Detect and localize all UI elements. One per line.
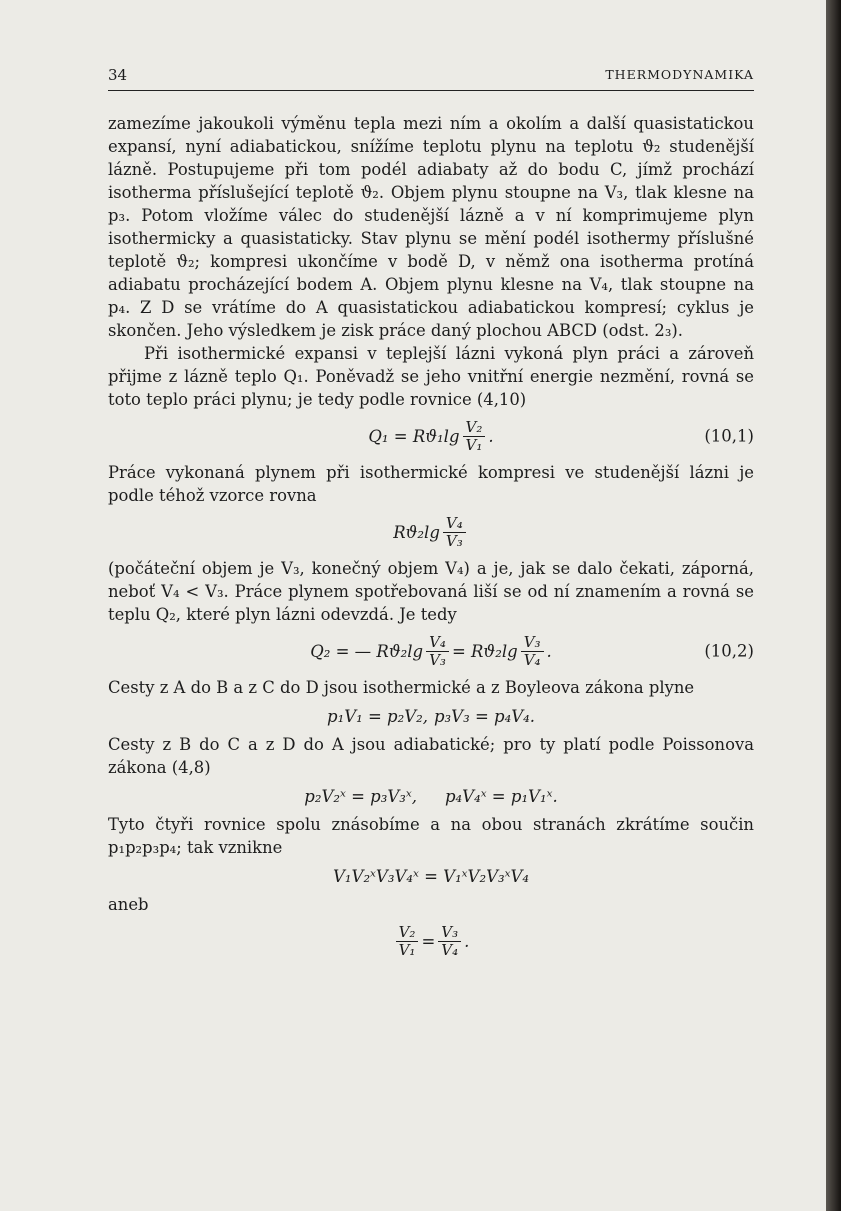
paragraph: (počáteční objem je V₃, konečný objem V₄) a je, jak se dalo čekati, záporná, neboť V₄ < V₃. Práce plynem spotřebovaná liší se od ní znamením a rovná se teplu Q₂, které plyn lázni odevzdá. Je tedy — [108, 559, 754, 624]
book-spine-edge — [826, 0, 841, 1211]
numerator: V₄ — [443, 515, 466, 533]
equation-text: p₁V₁ = p₂V₂, — [327, 706, 428, 726]
equation-text: = — [421, 931, 436, 951]
numerator: V₄ — [426, 634, 449, 652]
equation-10-1 — [108, 411, 754, 461]
equation-text: = Rϑ₂lg — [451, 641, 518, 661]
equation-text: . — [546, 641, 552, 661]
paragraph: Cesty z B do C a z D do A jsou adiabatické; pro ty platí podle Poissonova zákona (4,8) — [108, 735, 754, 777]
fraction — [463, 419, 486, 454]
equation-text: p₃V₃ = p₄V₄. — [434, 706, 535, 726]
page-body — [108, 112, 754, 966]
denominator: V₃ — [445, 531, 463, 550]
denominator: V₁ — [465, 435, 483, 454]
equation-text: . — [464, 931, 470, 951]
equation-text: Q₂ = — Rϑ₂lg — [310, 641, 424, 661]
equation-text: V₁V₂ˣV₃V₄ˣ = V₁ˣV₂V₃ˣV₄ — [333, 866, 529, 886]
aneb-label: aneb — [108, 895, 149, 914]
numerator: V₃ — [521, 634, 544, 652]
denominator: V₁ — [398, 940, 416, 959]
equation-text: p₂V₂ˣ = p₃V₃ˣ, — [304, 786, 417, 806]
equation-number: (10,1) — [704, 426, 754, 446]
running-header — [108, 64, 754, 91]
page-number: 34 — [108, 66, 128, 84]
numerator: V₂ — [396, 924, 419, 942]
equation-poisson — [108, 779, 754, 813]
equation-ratio — [108, 916, 754, 966]
fraction — [426, 634, 449, 669]
denominator: V₄ — [441, 940, 459, 959]
paragraph: Při isothermické expansi v teplejší lázni vykoná plyn práci a zároveň přijme z lázně teplo Q₁. Poněvadž se jeho vnitřní energie nezmění, rovná se toto teplo práci plynu; je tedy podle rovnice (4,10) — [108, 344, 754, 409]
equation-number: (10,2) — [704, 641, 754, 661]
equation-work — [108, 507, 754, 557]
fraction — [521, 634, 544, 669]
numerator: V₃ — [438, 924, 461, 942]
fraction — [396, 924, 419, 959]
fraction — [438, 924, 461, 959]
paragraph: Práce vykonaná plynem při isothermické kompresi ve studenější lázni je podle téhož vzorce rovna — [108, 463, 754, 505]
denominator: V₃ — [429, 650, 446, 669]
equation-text: Rϑ₂lg — [393, 522, 440, 542]
equation-boyle — [108, 699, 754, 733]
numerator: V₂ — [463, 419, 486, 437]
paragraph: Cesty z A do B a z C do D jsou isothermické a z Boyleova zákona plyne — [108, 678, 695, 697]
equation-text: p₄V₄ˣ = p₁V₁ˣ. — [445, 786, 558, 806]
paragraph: zamezíme jakoukoli výměnu tepla mezi ním a okolím a další quasistatickou expansí, nyní adiabatickou, snížíme teplotu plynu na teplotu ϑ₂ studenější lázně. Postupujeme při tom podél adiabaty až do bodu C, jímž prochází isotherma příslušející teplotě ϑ₂. Objem plynu stoupne na V₃, tlak klesne na p₃. Potom vložíme válec do studenější lázně a v ní komprimujeme plyn isothermicky a quasistaticky. Stav plynu se mění podél isothermy příslušné teplotě ϑ₂; kompresi ukončíme v bodě D, v němž ona isotherma protíná adiabatu procházející bodem A. Objem plynu klesne na V₄, tlak stoupne na p₄. Z D se vrátíme do A quasistatickou adiabatickou kompresí; cyklus je skončen. Jeho výsledkem je zisk práce daný plochou ABCD (odst. 2₃). — [108, 114, 754, 340]
paragraph: Tyto čtyři rovnice spolu znásobíme a na obou stranách zkrátíme součin p₁p₂p₃p₄; tak vznikne — [108, 815, 754, 857]
equation-product — [108, 859, 754, 893]
equation-10-2 — [108, 626, 754, 676]
fraction — [443, 515, 466, 550]
denominator: V₄ — [523, 650, 541, 669]
equation-text: Q₁ = Rϑ₁lg — [368, 426, 460, 446]
equation-text: . — [488, 426, 494, 446]
running-title: THERMODYNAMIKA — [605, 67, 754, 82]
aneb-row — [108, 893, 754, 916]
